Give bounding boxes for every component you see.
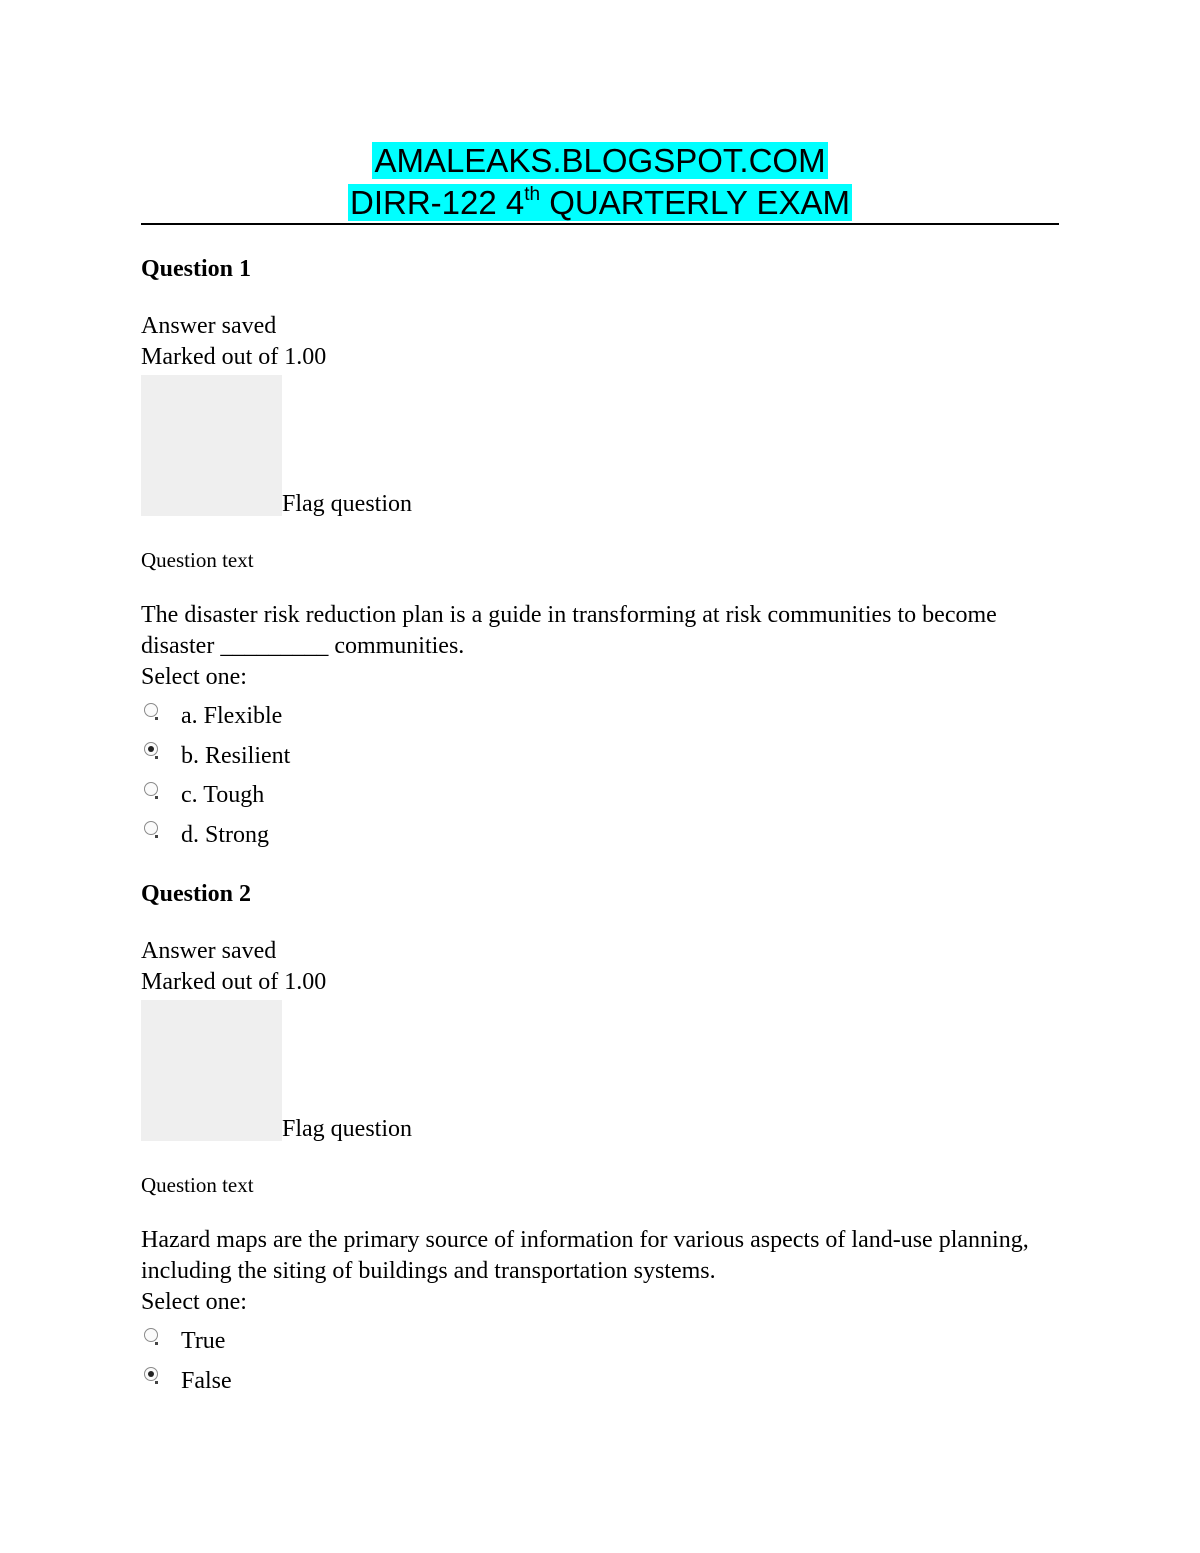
question-text: The disaster risk reduction plan is a guide in transforming at risk communities to become disaster _________ communities. [141, 602, 997, 659]
answer-status: Answer saved [141, 313, 277, 339]
answer-status: Answer saved [141, 938, 277, 964]
select-one-prompt: Select one: [141, 1289, 247, 1315]
option-label[interactable]: d. Strong [181, 821, 270, 848]
answer-options [141, 1322, 1059, 1401]
flag-question-label[interactable]: Flag question [282, 491, 412, 517]
site-title: AMALEAKS.BLOGSPOT.COM [374, 142, 826, 179]
flag-question-control[interactable] [141, 998, 1059, 1141]
question-title: Question 2 [141, 881, 252, 907]
document-header [141, 140, 1059, 224]
flag-icon[interactable] [141, 1000, 282, 1141]
radio-button[interactable] [144, 782, 158, 796]
option-label[interactable]: c. Tough [181, 782, 265, 809]
answer-option-true[interactable] [141, 1322, 1059, 1362]
option-label[interactable]: b. Resilient [181, 742, 291, 769]
question-marks: Marked out of 1.00 [141, 969, 327, 995]
question-state [141, 311, 1059, 373]
exam-title [348, 184, 852, 221]
option-label[interactable]: a. Flexible [181, 703, 283, 730]
question-2 [141, 878, 1059, 1401]
radio-button-selected[interactable] [144, 1367, 158, 1381]
answer-option-a[interactable] [141, 697, 1059, 737]
answer-option-b[interactable] [141, 737, 1059, 777]
radio-button[interactable] [144, 703, 158, 717]
question-state [141, 936, 1059, 998]
question-title: Question 1 [141, 256, 252, 282]
answer-option-d[interactable] [141, 816, 1059, 856]
question-text: Hazard maps are the primary source of information for various aspects of land-use planning, including the siting of buildings and transportation systems. [141, 1227, 1029, 1284]
question-text-label: Question text [141, 1173, 254, 1197]
flag-question-label[interactable]: Flag question [282, 1116, 412, 1142]
question-1 [141, 253, 1059, 855]
answer-options [141, 697, 1059, 855]
site-title-line [141, 140, 1059, 182]
exam-title-suffix: QUARTERLY EXAM [540, 184, 851, 221]
exam-title-prefix: DIRR-122 4 [349, 184, 525, 221]
option-label[interactable]: True [181, 1328, 226, 1355]
answer-option-false[interactable] [141, 1362, 1059, 1402]
option-label[interactable]: False [181, 1367, 232, 1394]
question-marks: Marked out of 1.00 [141, 344, 327, 370]
radio-button[interactable] [144, 821, 158, 835]
flag-question-control[interactable] [141, 373, 1059, 516]
question-text-label: Question text [141, 548, 254, 572]
select-one-prompt: Select one: [141, 664, 247, 690]
flag-icon[interactable] [141, 375, 282, 516]
answer-option-c[interactable] [141, 776, 1059, 816]
radio-button[interactable] [144, 1328, 158, 1342]
exam-title-line [141, 182, 1059, 224]
radio-button-selected[interactable] [144, 742, 158, 756]
header-divider [141, 223, 1059, 225]
exam-title-ordinal: th [524, 184, 541, 205]
